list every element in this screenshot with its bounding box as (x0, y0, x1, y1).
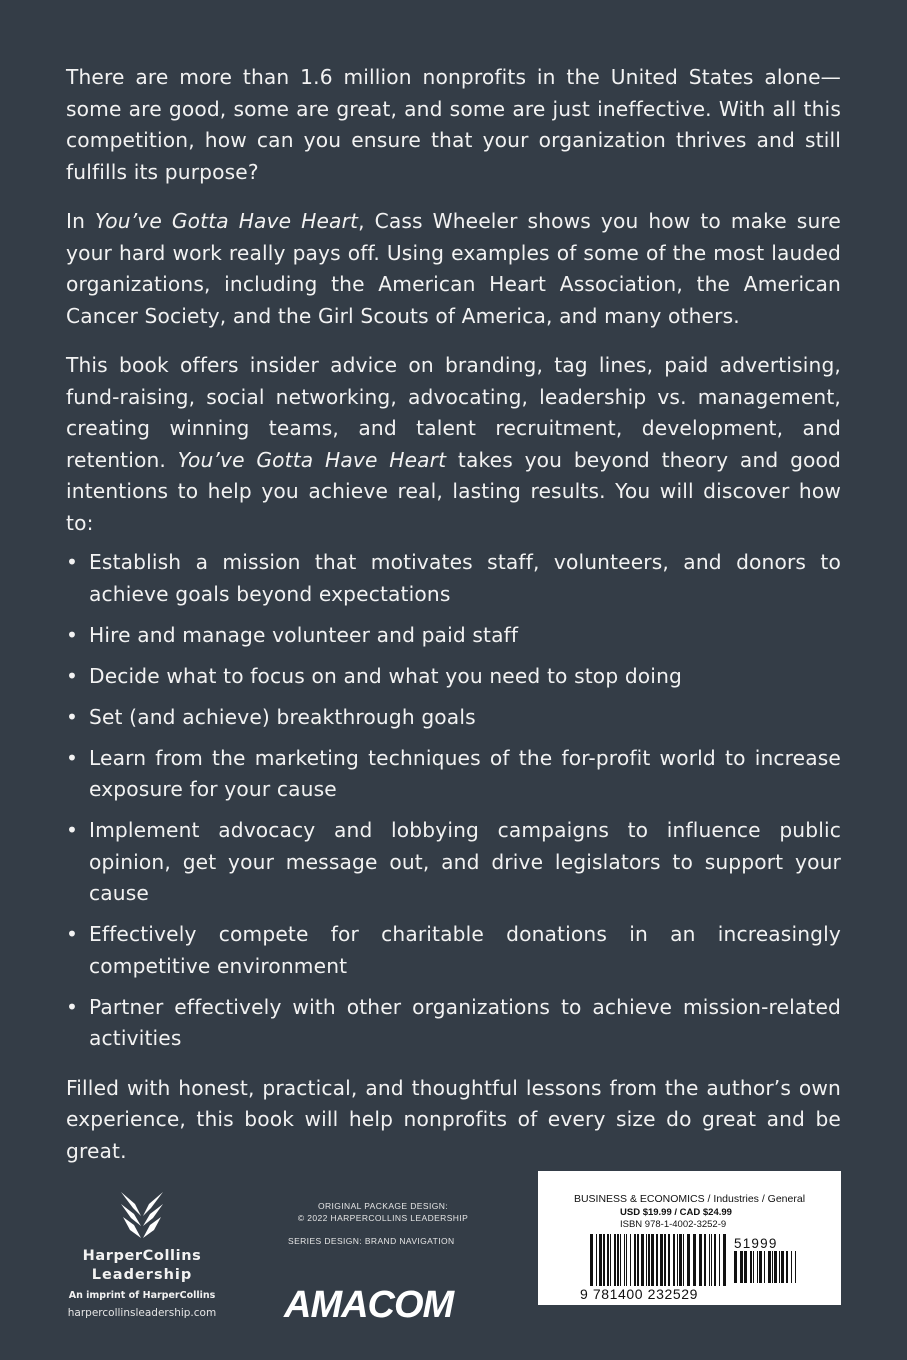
barcode-bar (614, 1234, 616, 1286)
bullet-icon: • (66, 663, 79, 688)
barcode-bar (774, 1251, 777, 1283)
barcode-bar (693, 1234, 696, 1286)
barcode-bar (596, 1234, 597, 1286)
list-item (66, 547, 841, 610)
barcode-bar (781, 1251, 784, 1283)
barcode-bar (656, 1234, 658, 1286)
bullet-icon: • (66, 622, 79, 647)
para2-lead: In (66, 209, 95, 233)
list-item-text: Effectively compete for charitable donations in an increasingly competitive environment (89, 922, 841, 978)
list-item-text: Partner effectively with other organizations to achieve mission-related activities (89, 994, 841, 1050)
barcode-bar (719, 1234, 720, 1286)
publisher-name: HarperCollins (82, 1248, 202, 1264)
list-item (66, 743, 841, 806)
book-title-italic: You’ve Gotta Have Heart (177, 447, 447, 472)
bullet-icon: • (66, 745, 79, 770)
barcode-bar (779, 1251, 780, 1283)
barcode-bar (753, 1251, 754, 1283)
barcode-bar (646, 1234, 647, 1286)
publisher-url: harpercollinsleadership.com (67, 1307, 217, 1319)
barcode-bar (634, 1234, 636, 1286)
barcode-bar (660, 1234, 663, 1286)
barcode-bar (610, 1234, 611, 1286)
design-credits (288, 1200, 478, 1247)
barcode-bar (630, 1234, 631, 1286)
barcode-bar (795, 1251, 796, 1283)
barcode-bar (683, 1234, 684, 1286)
series-credit: SERIES DESIGN: BRAND NAVIGATION (288, 1236, 455, 1246)
barcode-bar (744, 1251, 747, 1283)
bullet-icon: • (66, 994, 79, 1019)
barcode-bar (734, 1251, 737, 1283)
list-item (66, 661, 841, 693)
barcode-bar (699, 1234, 702, 1286)
addon-digits: 51999 (734, 1236, 778, 1251)
para3-body: takes you beyond theory and good intentions to help you achieve real, lasting results. You will discover how to: (66, 447, 842, 535)
butterfly-mark-icon (119, 1190, 165, 1242)
barcode-bar (648, 1234, 650, 1286)
credit-line: © 2022 HARPERCOLLINS LEADERSHIP (297, 1213, 469, 1223)
barcode-bar (764, 1251, 765, 1283)
barcode-bar (679, 1234, 682, 1286)
list-item-text: Decide what to focus on and what you need to stop doing (89, 663, 682, 688)
bullet-icon: • (66, 550, 79, 574)
list-item-text: Implement advocacy and lobbying campaigns to influence public opinion, get your message out, and drive legislators to support your cause (89, 818, 841, 905)
barcode-bar (673, 1234, 675, 1286)
list-item (66, 919, 841, 982)
credit-line: ORIGINAL PACKAGE DESIGN: (317, 1201, 449, 1211)
barcode-bar (624, 1234, 625, 1286)
barcode-bar (603, 1234, 605, 1286)
price-label: USD $19.99 / CAD $24.99 (620, 1207, 732, 1218)
bullet-icon: • (66, 704, 79, 729)
barcode-bar (757, 1251, 758, 1283)
list-item-text: Hire and manage volunteer and paid staff (89, 622, 519, 647)
barcode-bar (590, 1234, 593, 1286)
barcode-bar (750, 1251, 752, 1283)
barcode-bar (620, 1234, 621, 1286)
advice-paragraph (66, 350, 841, 539)
imprint-note: An imprint of HarperCollins (68, 1290, 216, 1301)
barcode-bar (740, 1251, 743, 1283)
harpercollins-leadership-logo (62, 1190, 222, 1319)
barcode-panel (538, 1171, 841, 1305)
barcode-bar (626, 1234, 627, 1286)
book-title-italic: You’ve Gotta Have Heart (94, 209, 359, 233)
list-item-text: Learn from the marketing techniques of the for-profit world to increase exposure for your cause (89, 745, 841, 801)
bisac-category: BUSINESS & ECONOMICS / Industries / General (573, 1193, 806, 1205)
bullet-icon: • (66, 922, 79, 946)
list-item-text: Set (and achieve) breakthrough goals (89, 704, 476, 729)
barcode-bar (772, 1251, 773, 1283)
barcode-bar (664, 1234, 666, 1286)
main-barcode-bars (590, 1234, 726, 1286)
publisher-subname: Leadership (91, 1267, 193, 1283)
barcode-bar (687, 1234, 690, 1286)
list-item (66, 815, 841, 910)
barcode-bar (617, 1234, 619, 1286)
barcode-bar (791, 1251, 792, 1283)
barcode-bar (709, 1234, 710, 1286)
amacom-logo: AMACOM (284, 1284, 454, 1326)
benefits-list (66, 547, 841, 1055)
barcode-bar (723, 1234, 726, 1286)
isbn-label: ISBN 978-1-4002-3252-9 (620, 1219, 727, 1230)
barcode-digits: 9 781400 232529 (580, 1286, 698, 1302)
barcode-bar (641, 1234, 644, 1286)
bullet-icon: • (66, 818, 79, 842)
barcode-bar (711, 1234, 712, 1286)
book-summary-paragraph (66, 206, 841, 332)
barcode-bar (668, 1234, 670, 1286)
barcode-bar (607, 1234, 609, 1286)
barcode-bar (637, 1234, 639, 1286)
addon-barcode-bars (734, 1251, 796, 1283)
barcode-bar (759, 1251, 762, 1283)
intro-paragraph: There are more than 1.6 million nonprofits in the United States alone—some are good, some are great, and some are just ineffective. With all this competition, how can you ensure that your organization thrives and still fulfills its purpose? (66, 65, 841, 184)
para3-lead: This book offers insider advice on branding, tag lines, paid advertising, fund-raising, social networking, advocating, leadership vs. management, creating winning teams, and talent recruitment, development, and retention. (66, 353, 841, 472)
list-item (66, 620, 841, 652)
barcode-bar (704, 1234, 706, 1286)
closing-paragraph: Filled with honest, practical, and thoughtful lessons from the author’s own experience, this book will help nonprofits of every size do great and be great. (66, 1075, 841, 1163)
barcode-bar (599, 1234, 602, 1286)
list-item (66, 702, 841, 734)
barcode-bar (651, 1234, 654, 1286)
para2-body: , Cass Wheeler shows you how to make sure your hard work really pays off. Using examples of some of the most lauded organizations, including the American Heart Association, the American Cancer Society, and the Girl Scouts of America, and many others. (66, 209, 841, 328)
barcode-bar (768, 1251, 771, 1283)
list-item (66, 992, 841, 1055)
barcode-bar (677, 1234, 678, 1286)
barcode-graphic (538, 1171, 841, 1305)
list-item-text: Establish a mission that motivates staff, volunteers, and donors to achieve goals beyond expectations (89, 550, 841, 606)
barcode-bar (786, 1251, 788, 1283)
back-cover-copy (66, 62, 841, 1185)
barcode-bar (714, 1234, 716, 1286)
